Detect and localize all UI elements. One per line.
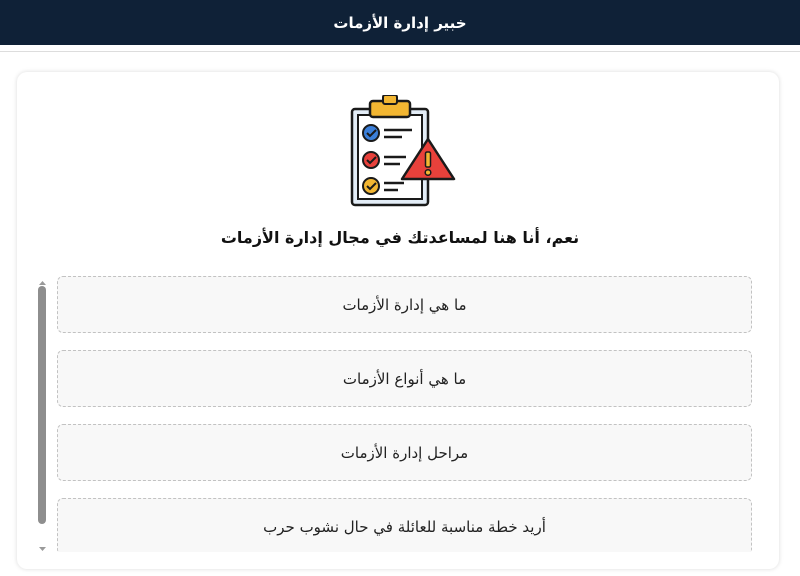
scrollbar-thumb[interactable] — [38, 286, 46, 524]
suggestion-label: مراحل إدارة الأزمات — [340, 443, 469, 462]
suggestion-label: ما هي أنواع الأزمات — [342, 369, 467, 388]
scroll-up-arrow-icon[interactable] — [38, 272, 47, 280]
scroll-down-arrow-icon[interactable] — [38, 538, 47, 546]
suggestion-crisis-types[interactable] — [57, 350, 752, 407]
clipboard-checklist-warning-icon — [350, 95, 456, 207]
suggestion-what-is-crisis-management[interactable] — [57, 276, 752, 333]
header-divider — [0, 51, 800, 52]
suggestion-list — [57, 276, 756, 552]
app-header — [0, 0, 800, 45]
suggestion-crisis-stages[interactable] — [57, 424, 752, 481]
app-title: خبير إدارة الأزمات — [333, 13, 467, 32]
assistant-greeting: نعم، أنا هنا لمساعدتك في مجال إدارة الأزمات — [220, 228, 580, 247]
suggestion-family-war-plan[interactable] — [57, 498, 752, 552]
suggestion-label: أريد خطة مناسبة للعائلة في حال نشوب حرب — [263, 517, 546, 536]
suggestion-label: ما هي إدارة الأزمات — [342, 295, 467, 314]
